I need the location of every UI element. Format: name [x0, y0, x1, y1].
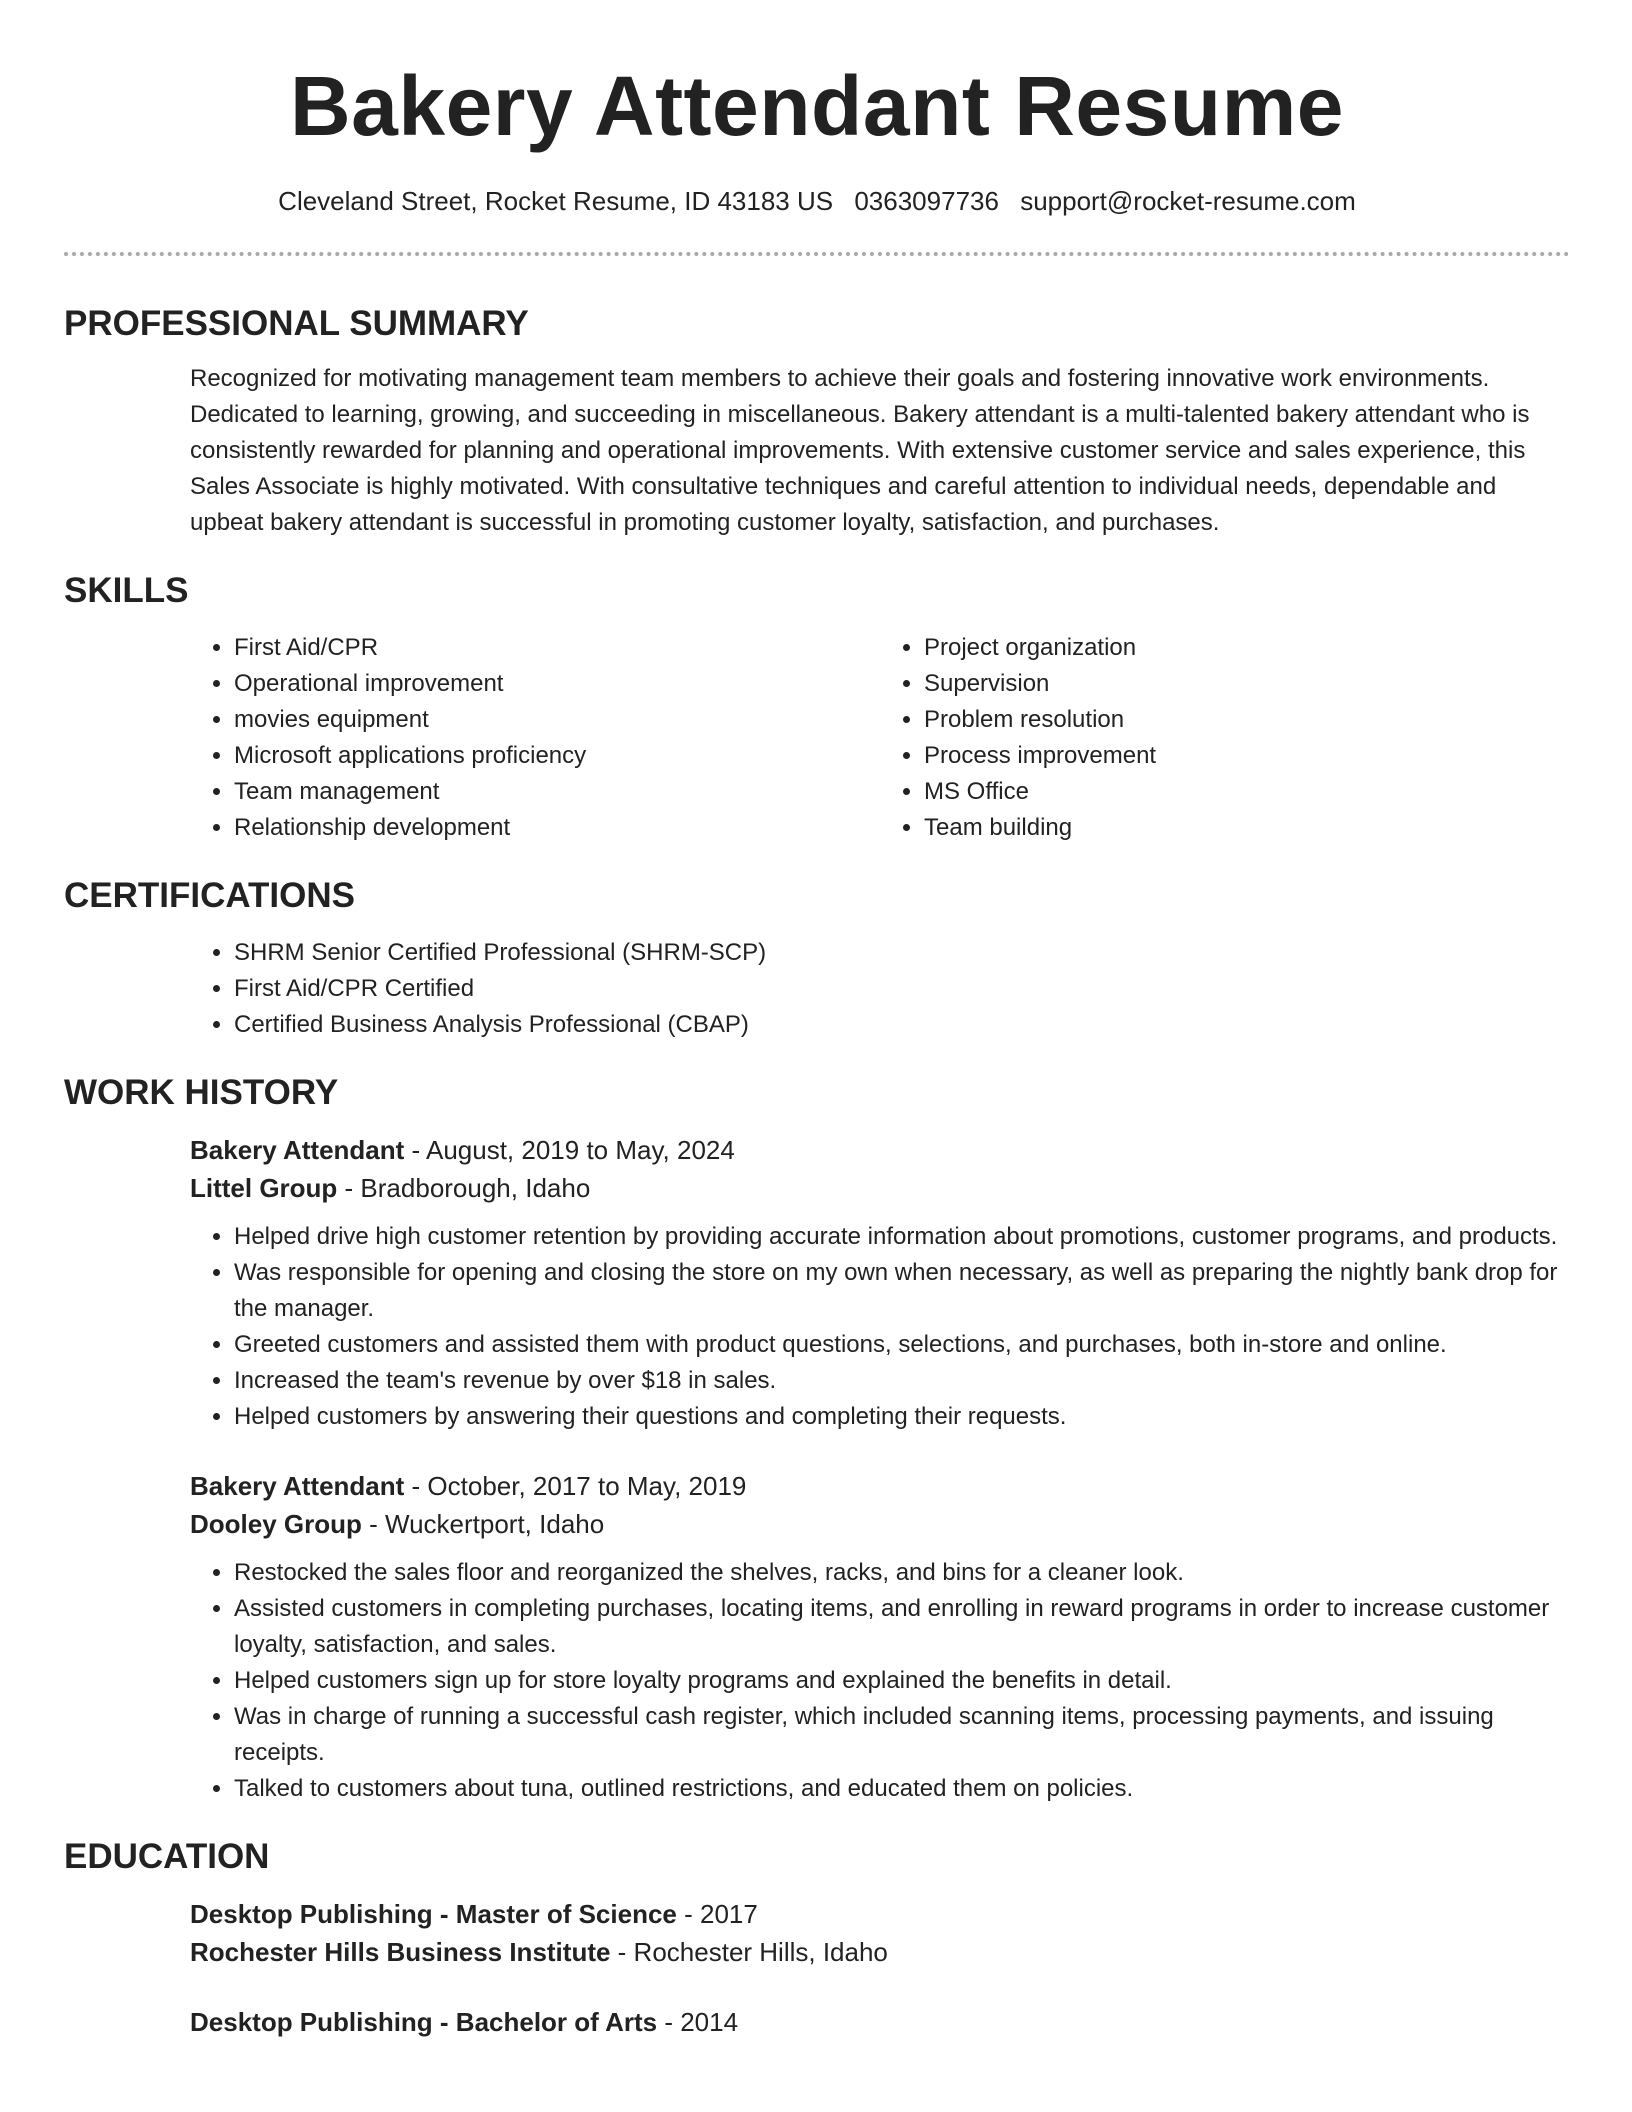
- job-location: - Wuckertport, Idaho: [361, 1509, 605, 1539]
- job-title-line: [190, 1131, 1570, 1169]
- job-location: - Bradborough, Idaho: [337, 1173, 591, 1203]
- job-duties: [190, 1555, 1570, 1807]
- resume-title: Bakery Attendant Resume: [289, 59, 1345, 153]
- education-entry: [190, 1895, 1570, 1971]
- work-history-section: [64, 1071, 1570, 1807]
- contact-phone: 0363097736: [854, 186, 999, 216]
- job-company-line: [190, 1169, 1570, 1207]
- degree-year: - 2014: [657, 2007, 739, 2037]
- job-duty: • Increased the team's revenue by over $18 in sales.: [234, 1363, 1570, 1399]
- skill-item: • Relationship development: [234, 810, 880, 846]
- certifications-section: [64, 874, 1570, 1043]
- header-divider: [64, 252, 1570, 256]
- contact-info: [64, 184, 1570, 218]
- skills-heading: SKILLS: [64, 571, 189, 610]
- certification-item: • SHRM Senior Certified Professional (SHRM-SCP): [234, 935, 1570, 971]
- job-company-line: [190, 1505, 1570, 1543]
- degree-line: [190, 2003, 1570, 2041]
- skill-item: • Team building: [924, 810, 1570, 846]
- job-duty: • Greeted customers and assisted them with product questions, selections, and purchases, both in-store and online.: [234, 1327, 1570, 1363]
- skill-item: • Process improvement: [924, 738, 1570, 774]
- job-dates: - October, 2017 to May, 2019: [404, 1471, 747, 1501]
- certification-item: • Certified Business Analysis Professional (CBAP): [234, 1007, 1570, 1043]
- skill-item: • Supervision: [924, 666, 1570, 702]
- skill-item: • Microsoft applications proficiency: [234, 738, 880, 774]
- skills-list-left: [190, 630, 880, 846]
- certifications-heading: CERTIFICATIONS: [64, 876, 356, 915]
- job-duty: • Helped customers sign up for store loyalty programs and explained the benefits in detail.: [234, 1663, 1570, 1699]
- summary-text: Recognized for motivating management team members to achieve their goals and fostering innovative work environments. Dedicated to learning, growing, and succeeding in miscellaneous. Bakery attendant is a multi-talented bakery attendant who is consistently rewarded for planning and operational improvements. With extensive customer service and sales experience, this Sales Associate is highly motivated. With consultative techniques and careful attention to individual needs, dependable and upbeat bakery attendant is successful in promoting customer loyalty, satisfaction, and purchases.: [190, 365, 1530, 536]
- school-location: - Rochester Hills, Idaho: [610, 1937, 888, 1967]
- school: Rochester Hills Business Institute: [190, 1937, 611, 1967]
- job-duty: • Helped customers by answering their questions and completing their requests.: [234, 1399, 1570, 1435]
- work-history-heading: WORK HISTORY: [64, 1073, 339, 1112]
- degree: Desktop Publishing - Master of Science: [190, 1899, 677, 1929]
- job-duty: • Helped drive high customer retention by providing accurate information about promotions, customer programs, and products.: [234, 1219, 1570, 1255]
- summary-section: [64, 302, 1570, 541]
- job-company: Littel Group: [190, 1173, 338, 1203]
- education-section: [64, 1835, 1570, 2041]
- skill-item: • Operational improvement: [234, 666, 880, 702]
- skill-item: • Problem resolution: [924, 702, 1570, 738]
- job-company: Dooley Group: [190, 1509, 362, 1539]
- degree-line: [190, 1895, 1570, 1933]
- degree: Desktop Publishing - Bachelor of Arts: [190, 2007, 658, 2037]
- job-duty: • Was responsible for opening and closing the store on my own when necessary, as well as preparing the nightly bank drop for the manager.: [234, 1255, 1570, 1327]
- job-duty: • Assisted customers in completing purchases, locating items, and enrolling in reward programs in order to increase customer loyalty, satisfaction, and sales.: [234, 1591, 1570, 1663]
- job-duty: • Was in charge of running a successful cash register, which included scanning items, processing payments, and issuing receipts.: [234, 1699, 1570, 1771]
- contact-address: Cleveland Street, Rocket Resume, ID 43183 US: [278, 186, 834, 216]
- job-title: Bakery Attendant: [190, 1135, 405, 1165]
- job-entry: [190, 1467, 1570, 1807]
- skill-item: • MS Office: [924, 774, 1570, 810]
- skills-section: [64, 569, 1570, 846]
- school-line: [190, 1933, 1570, 1971]
- job-duties: [190, 1219, 1570, 1435]
- job-duty: • Restocked the sales floor and reorganized the shelves, racks, and bins for a cleaner look.: [234, 1555, 1570, 1591]
- degree-year: - 2017: [676, 1899, 758, 1929]
- skills-list-right: [880, 630, 1570, 846]
- job-title: Bakery Attendant: [190, 1471, 405, 1501]
- certification-item: • First Aid/CPR Certified: [234, 971, 1570, 1007]
- skill-item: • Project organization: [924, 630, 1570, 666]
- job-dates: - August, 2019 to May, 2024: [404, 1135, 735, 1165]
- education-entry: [190, 2003, 1570, 2041]
- skill-item: • Team management: [234, 774, 880, 810]
- job-title-line: [190, 1467, 1570, 1505]
- certifications-list: [190, 935, 1570, 1043]
- summary-heading: PROFESSIONAL SUMMARY: [64, 304, 529, 343]
- job-duty: • Talked to customers about tuna, outlined restrictions, and educated them on policies.: [234, 1771, 1570, 1807]
- job-entry: [190, 1131, 1570, 1435]
- resume-page: [64, 0, 1570, 2041]
- skill-item: • First Aid/CPR: [234, 630, 880, 666]
- contact-email: support@rocket-resume.com: [1020, 186, 1356, 216]
- education-heading: EDUCATION: [64, 1837, 270, 1876]
- skill-item: • movies equipment: [234, 702, 880, 738]
